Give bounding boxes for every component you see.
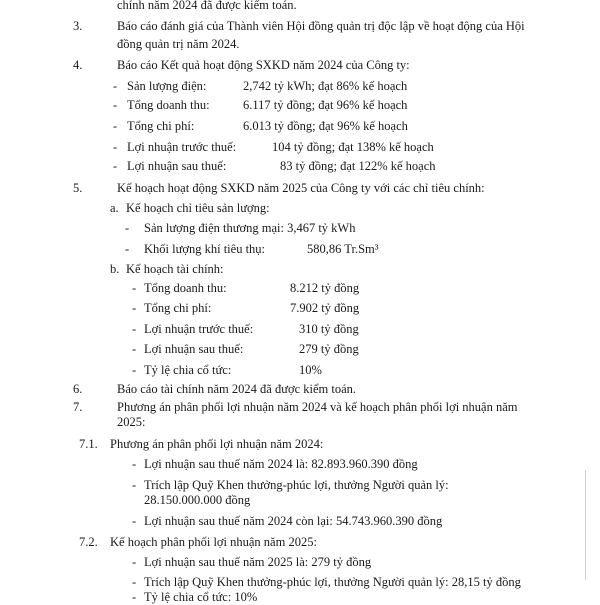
dash-bullet: -	[132, 301, 137, 315]
item-3-number: 3.	[73, 19, 83, 33]
row-text: Tỷ lệ chia cổ tức: 10%	[144, 590, 258, 604]
row-text: Trích lập Quỹ Khen thưởng-phúc lợi, thưởng Người quản lý:	[144, 478, 449, 492]
row-text: Lợi nhuận sau thuế năm 2025 là: 279 tỷ đồng	[144, 555, 372, 569]
row-label: Tỷ lệ chia cổ tức:	[144, 363, 232, 377]
dash-bullet: -	[132, 478, 137, 492]
dash-bullet: -	[132, 457, 137, 471]
dash-bullet: -	[132, 322, 137, 336]
dash-bullet: -	[113, 159, 118, 173]
dash-bullet: -	[132, 281, 137, 295]
item-7-1-number: 7.1.	[79, 437, 98, 451]
page-edge-line	[585, 470, 586, 580]
dash-bullet: -	[132, 575, 137, 589]
row-label: Tổng chi phí:	[144, 301, 212, 315]
row-value: 7.902 tỷ đồng	[290, 301, 360, 315]
item-4-number: 4.	[73, 58, 83, 72]
item-7-text-cont: 2025:	[117, 415, 146, 429]
row-label: Lợi nhuận sau thuế:	[127, 159, 227, 173]
dash-bullet: -	[132, 590, 137, 604]
dash-bullet: -	[132, 555, 137, 569]
dash-bullet: -	[132, 342, 137, 356]
item-5-number: 5.	[73, 181, 83, 195]
row-value: 104 tỷ đồng; đạt 138% kế hoạch	[272, 140, 434, 154]
dash-bullet: -	[125, 221, 130, 235]
row-label: Tổng doanh thu:	[144, 281, 227, 295]
row-text: Trích lập Quỹ Khen thưởng-phúc lợi, thưởng Người quản lý: 28,15 tỷ đồng	[144, 575, 521, 589]
row-value: 83 tỷ đồng; đạt 122% kế hoạch	[280, 159, 436, 173]
row-label: Tổng chi phí:	[127, 119, 195, 133]
item-3-text: Báo cáo đánh giá của Thành viên Hội đồng quản trị độc lập về hoạt động của Hội	[117, 19, 525, 33]
row-value: 2,742 tỷ kWh; đạt 86% kế hoạch	[243, 79, 408, 93]
row-text: Lợi nhuận sau thuế năm 2024 là: 82.893.960.390 đồng	[144, 457, 418, 471]
dash-bullet: -	[113, 119, 118, 133]
row-value: 6.013 tỷ đồng; đạt 96% kế hoạch	[243, 119, 408, 133]
row-label: Khối lượng khí tiêu thụ:	[144, 242, 266, 256]
item-7-2-text: Kế hoạch phân phối lợi nhuận năm 2025:	[110, 535, 317, 549]
item-3-text-cont: đồng quản trị năm 2024.	[117, 37, 240, 51]
row-value: 6.117 tỷ đồng; đạt 96% kế hoạch	[243, 98, 408, 112]
row-value: 279 tỷ đồng	[299, 342, 359, 356]
row-value: 580,86 Tr.Sm³	[307, 242, 379, 256]
row-label: Sản lượng điện thương mại: 3,467 tỷ kWh	[144, 221, 356, 235]
dash-bullet: -	[113, 98, 118, 112]
item-5a-text: Kế hoạch chỉ tiêu sản lượng:	[126, 201, 270, 215]
item-7-text: Phương án phân phối lợi nhuận năm 2024 và kế hoạch phân phối lợi nhuận năm	[117, 400, 518, 414]
dash-bullet: -	[132, 514, 137, 528]
row-label: Lợi nhuận trước thuế:	[144, 322, 254, 336]
item-4-text: Báo cáo Kết quả hoạt động SXKD năm 2024 của Công ty:	[117, 58, 410, 72]
top-line-text: chính năm 2024 đã được kiểm toán.	[117, 0, 297, 12]
row-value: 10%	[299, 363, 322, 377]
item-7-2-number: 7.2.	[79, 535, 98, 549]
item-7-1-text: Phương án phân phối lợi nhuận năm 2024:	[110, 437, 324, 451]
item-5-text: Kế hoạch hoạt động SXKD năm 2025 của Công ty với các chỉ tiêu chính:	[117, 181, 485, 195]
row-text: 28.150.000.000 đồng	[144, 493, 251, 507]
row-label: Lợi nhuận sau thuế:	[144, 342, 244, 356]
item-6-number: 6.	[73, 382, 83, 396]
item-5b-text: Kế hoạch tài chính:	[126, 262, 224, 276]
dash-bullet: -	[113, 79, 118, 93]
row-label: Tổng doanh thu:	[127, 98, 210, 112]
row-label: Lợi nhuận trước thuế:	[127, 140, 237, 154]
dash-bullet: -	[125, 242, 130, 256]
item-7-number: 7.	[73, 400, 83, 414]
item-6-text: Báo cáo tài chính năm 2024 đã được kiểm toán.	[117, 382, 357, 396]
item-5b-letter: b.	[110, 262, 120, 276]
item-5a-letter: a.	[110, 201, 119, 215]
row-label: Sản lượng điện:	[127, 79, 207, 93]
row-value: 8.212 tỷ đồng	[290, 281, 360, 295]
row-text: Lợi nhuận sau thuế năm 2024 còn lại: 54.743.960.390 đồng	[144, 514, 443, 528]
dash-bullet: -	[113, 140, 118, 154]
dash-bullet: -	[132, 363, 137, 377]
row-value: 310 tỷ đồng	[299, 322, 359, 336]
